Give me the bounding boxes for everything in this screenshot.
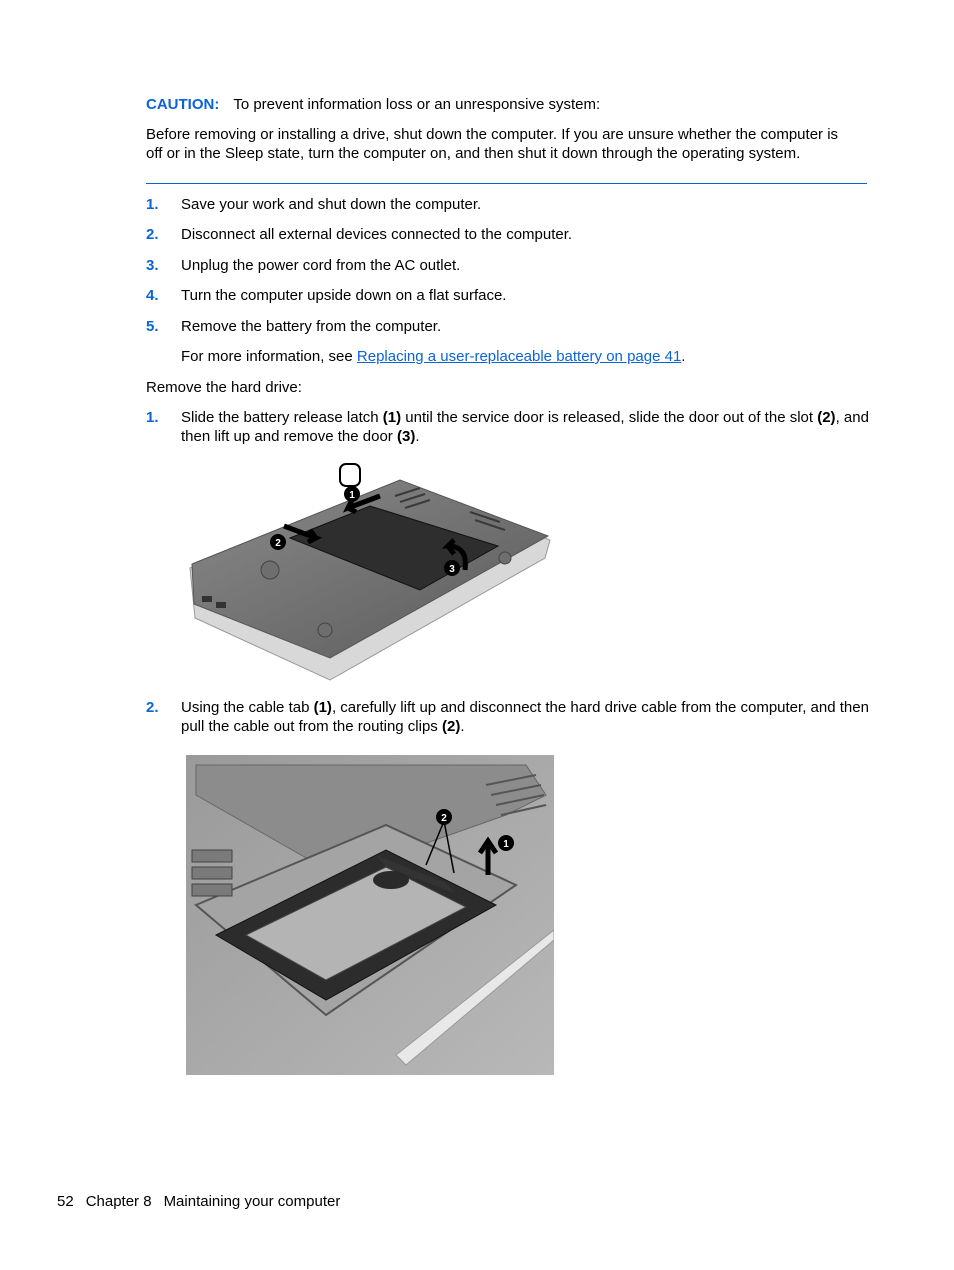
callout-2	[270, 534, 286, 550]
caution-line	[146, 95, 600, 114]
hard-drive-figure	[186, 755, 554, 1075]
remove-step-number: 1.	[146, 409, 159, 426]
remove-step-number: 2.	[146, 699, 159, 716]
prep-step-number: 2.	[146, 226, 159, 243]
callout-ref: (1)	[382, 409, 402, 426]
battery-link[interactable]: Replacing a user-replaceable battery on page 41	[356, 348, 682, 365]
callout-ref: (3)	[396, 428, 416, 445]
callout-number: 1	[503, 839, 509, 850]
chapter-label: Chapter 8	[85, 1193, 152, 1210]
callout-ref: (1)	[313, 699, 332, 716]
caution-text: To prevent information loss or an unresponsive system:	[233, 96, 601, 113]
text-run: .	[460, 718, 465, 735]
callout-number: 3	[449, 564, 455, 575]
page-footer	[57, 1192, 352, 1211]
text-run: Slide the battery release latch	[181, 409, 383, 426]
chapter-title: Maintaining your computer	[163, 1193, 341, 1210]
callout-1	[498, 835, 514, 851]
remove-step-text	[181, 698, 871, 736]
callout-ref: (2)	[817, 409, 836, 426]
prep-step-number: 1.	[146, 196, 159, 213]
prep-step-text: Save your work and shut down the computer.	[181, 196, 482, 213]
service-door-figure	[180, 458, 560, 686]
prep-step-number: 5.	[146, 318, 159, 335]
page-number: 52	[57, 1193, 74, 1210]
battery-latch-icon	[340, 464, 360, 486]
prep-step-text: Turn the computer upside down on a flat surface.	[181, 287, 507, 304]
caution-body: Before removing or installing a drive, shut down the computer. If you are unsure whether the computer is off or in the Sleep state, turn the computer on, and then shut it down through the operating system.	[146, 126, 839, 162]
callout-ref: (2)	[441, 718, 461, 735]
callout-3	[444, 560, 460, 576]
more-info	[181, 347, 871, 366]
text-run: until the service door is released, slide the door out of the slot	[401, 409, 818, 426]
caution-divider	[146, 183, 867, 184]
prep-step-text: Remove the battery from the computer.	[181, 318, 442, 335]
more-info-prefix: For more information, see	[181, 348, 357, 365]
more-info-suffix: .	[681, 348, 686, 365]
text-run: , carefully lift up and disconnect the hard drive cable from the computer, and then pull the cable out from the routing clips	[181, 699, 869, 735]
prep-step-text: Unplug the power cord from the AC outlet.	[181, 257, 461, 274]
caution-label: CAUTION:	[146, 96, 220, 113]
prep-step-text: Disconnect all external devices connected to the computer.	[181, 226, 573, 243]
text-run: Using the cable tab	[181, 699, 314, 716]
text-run: , and then lift up and remove the door	[181, 409, 869, 445]
text-run: .	[415, 428, 420, 445]
callout-number: 2	[441, 813, 447, 824]
callout-1	[344, 486, 360, 502]
remove-heading: Remove the hard drive:	[146, 379, 302, 396]
prep-step-number: 4.	[146, 287, 159, 304]
callout-number: 1	[349, 490, 355, 501]
callout-2	[436, 809, 452, 825]
prep-step-number: 3.	[146, 257, 159, 274]
remove-step-text	[181, 408, 871, 446]
callout-number: 2	[275, 538, 281, 549]
